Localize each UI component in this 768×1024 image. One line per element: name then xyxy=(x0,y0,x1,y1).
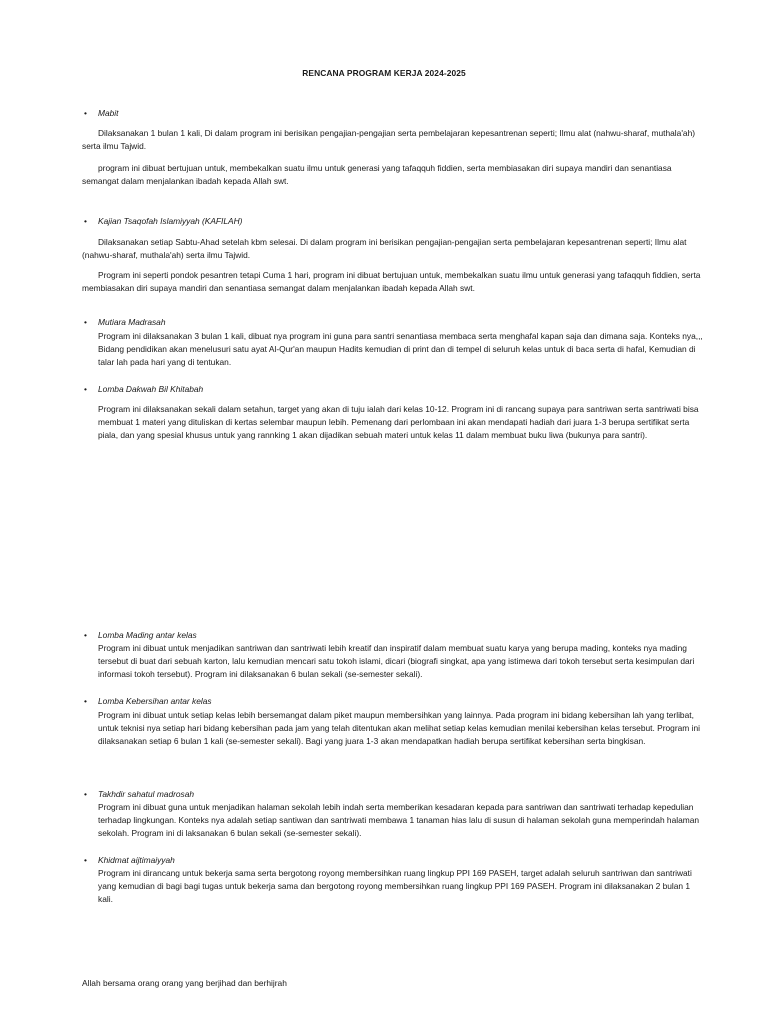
section-body: Program ini dirancang untuk bekerja sama serta bergotong royong membersihkan ruang lingkup PPI 169 PASEH, target adalah seluruh santriwan dan santriwati yang kemudian di bagi bagi tugas untuk bekerja sama dan bergotong royong membersihkan ruang lingkup PPI 169 PASEH. Program ini dilaksanakan 2 bulan 1 kali. xyxy=(98,868,692,904)
section-heading-label: Lomba Dakwah Bil Khitabah xyxy=(98,384,204,394)
section-heading-label: Takhdir sahatul madrosah xyxy=(98,789,195,799)
section-paragraph: Program ini seperti pondok pesantren tetapi Cuma 1 hari, program ini dibuat bertujuan untuk, membekalkan suatu ilmu untuk generasi yang tafaqquh fiddien, serta membiasakan diri supaya mandiri dan senantiasa semangat dalam menjalankan ibadah kepada Allah swt. xyxy=(82,270,701,293)
footer-motto: Allah bersama orang orang yang berjihad dan berhijrah xyxy=(82,978,287,988)
section-heading-label: Kajian Tsaqofah Islamiyyah (KAFILAH) xyxy=(98,216,243,226)
section-paragraph: program ini dibuat bertujuan untuk, membekalkan suatu ilmu untuk generasi yang tafaqquh fiddien, serta membiasakan diri supaya mandiri dan senantiasa semangat dalam menjalankan ibadah kepada Allah swt. xyxy=(82,163,672,186)
section-paragraph: Dilaksanakan setiap Sabtu-Ahad setelah kbm selesai. Di dalam program ini berisikan pengajian-pengajian serta pembelajaran kepesantrenan seperti; Ilmu alat (nahwu-sharaf, muthala'ah) serta ilmu Tajwid. xyxy=(82,237,687,260)
section-body: Program ini dibuat untuk setiap kelas lebih bersemangat dalam piket maupun membersihkan yang lainnya. Pada program ini bidang kebersihan lah yang terlibat, untuk teknisi nya setiap hari bidang kebersihan pada jam yang telah ditentukan akan melihat setiap kelas kemudian menilai kebersihan kelas tersebut. Program ini dilaksanakan setiap 6 bulan 1 kali (se-semester sekali). Bagi yang juara 1-3 akan mendapatkan hadiah berupa sertifikat kebersihan serta bingkisan. xyxy=(98,710,700,746)
bullet-icon: • xyxy=(84,855,87,865)
section-heading-kafilah xyxy=(84,215,242,228)
section-heading-label: Mutiara Madrasah xyxy=(98,317,166,327)
section-heading-label: Lomba Kebersihan antar kelas xyxy=(98,696,212,706)
section-heading-lomba-mading xyxy=(84,629,197,642)
bullet-icon: • xyxy=(84,384,87,394)
section-body: Program ini dibuat guna untuk menjadikan halaman sekolah lebih indah serta memberikan kesadaran kepada para santriwan dan santriwati terhadap kepedulian terhadap lingkungan. Konteks nya adalah setiap santiwan dan santriwati membawa 1 tanaman hias lalu di susun di halaman sekolah guna memperindah halaman sekolah. Program ini di laksanakan 6 bulan sekali (se-semester sekali). xyxy=(98,802,700,838)
bullet-icon: • xyxy=(84,630,87,640)
section-heading-mutiara-madrasah xyxy=(84,316,166,329)
section-heading-takhdir xyxy=(84,788,194,801)
bullet-icon: • xyxy=(84,317,87,327)
section-heading-label: Khidmat aijtimaiyyah xyxy=(98,855,175,865)
section-paragraph: Dilaksanakan 1 bulan 1 kali, Di dalam program ini berisikan pengajian-pengajian serta pembelajaran kepesantrenan seperti; Ilmu alat (nahwu-sharaf, muthala'ah) serta ilmu Tajwid. xyxy=(82,128,696,151)
section-heading-lomba-dakwah xyxy=(84,383,203,396)
section-body: Program ini dibuat untuk menjadikan santriwan dan santriwati lebih kreatif dan inspiratif dalam membuat suatu karya yang berupa mading, konteks nya mading tersebut di buat dari sebuah karton, lalu kemudian mencari satu tokoh islami, dicari (biografi singkat, apa yang istimewa dari tokoh tersebut serta kesimpulan dari informasi tokoh tersebut). Program ini dilaksanakan 6 bulan sekali (se-semester sekali). xyxy=(98,643,695,679)
bullet-icon: • xyxy=(84,696,87,706)
section-body: Program ini dilaksanakan 3 bulan 1 kali, dibuat nya program ini guna para santri senantiasa membaca serta menghafal kapan saja dan dimana saja. Konteks nya,,, Bidang pendidikan akan menelusuri satu ayat Al-Qur'an maupun Hadits kemudian di print dan di tempel di seluruh kelas untuk di baca serta di hafal, Kemudian di talar lah pada hari yang di tentukan. xyxy=(98,331,703,367)
bullet-icon: • xyxy=(84,108,87,118)
bullet-icon: • xyxy=(84,216,87,226)
document-title: RENCANA PROGRAM KERJA 2024-2025 xyxy=(302,68,466,78)
section-body: Program ini dilaksanakan sekali dalam setahun, target yang akan di tuju ialah dari kelas 10-12. Program ini di rancang supaya para santriwan serta santriwati bisa membuat 1 materi yang dituliskan di kertas selembar maupun lebih. Pemenang dari perlombaan ini akan mendapati hadiah dari juara 1-3 berupa sertifikat serta piala, dan yang spesial khusus untuk yang rannking 1 akan dijadikan sebuah materi untuk kelas 11 dalam membuat buku liwa (bukunya para santri). xyxy=(98,404,699,440)
section-heading-mabit xyxy=(84,107,118,120)
section-heading-label: Lomba Mading antar kelas xyxy=(98,630,197,640)
section-heading-khidmat xyxy=(84,854,175,867)
section-heading-label: Mabit xyxy=(98,108,119,118)
bullet-icon: • xyxy=(84,789,87,799)
section-heading-lomba-kebersihan xyxy=(84,695,212,708)
